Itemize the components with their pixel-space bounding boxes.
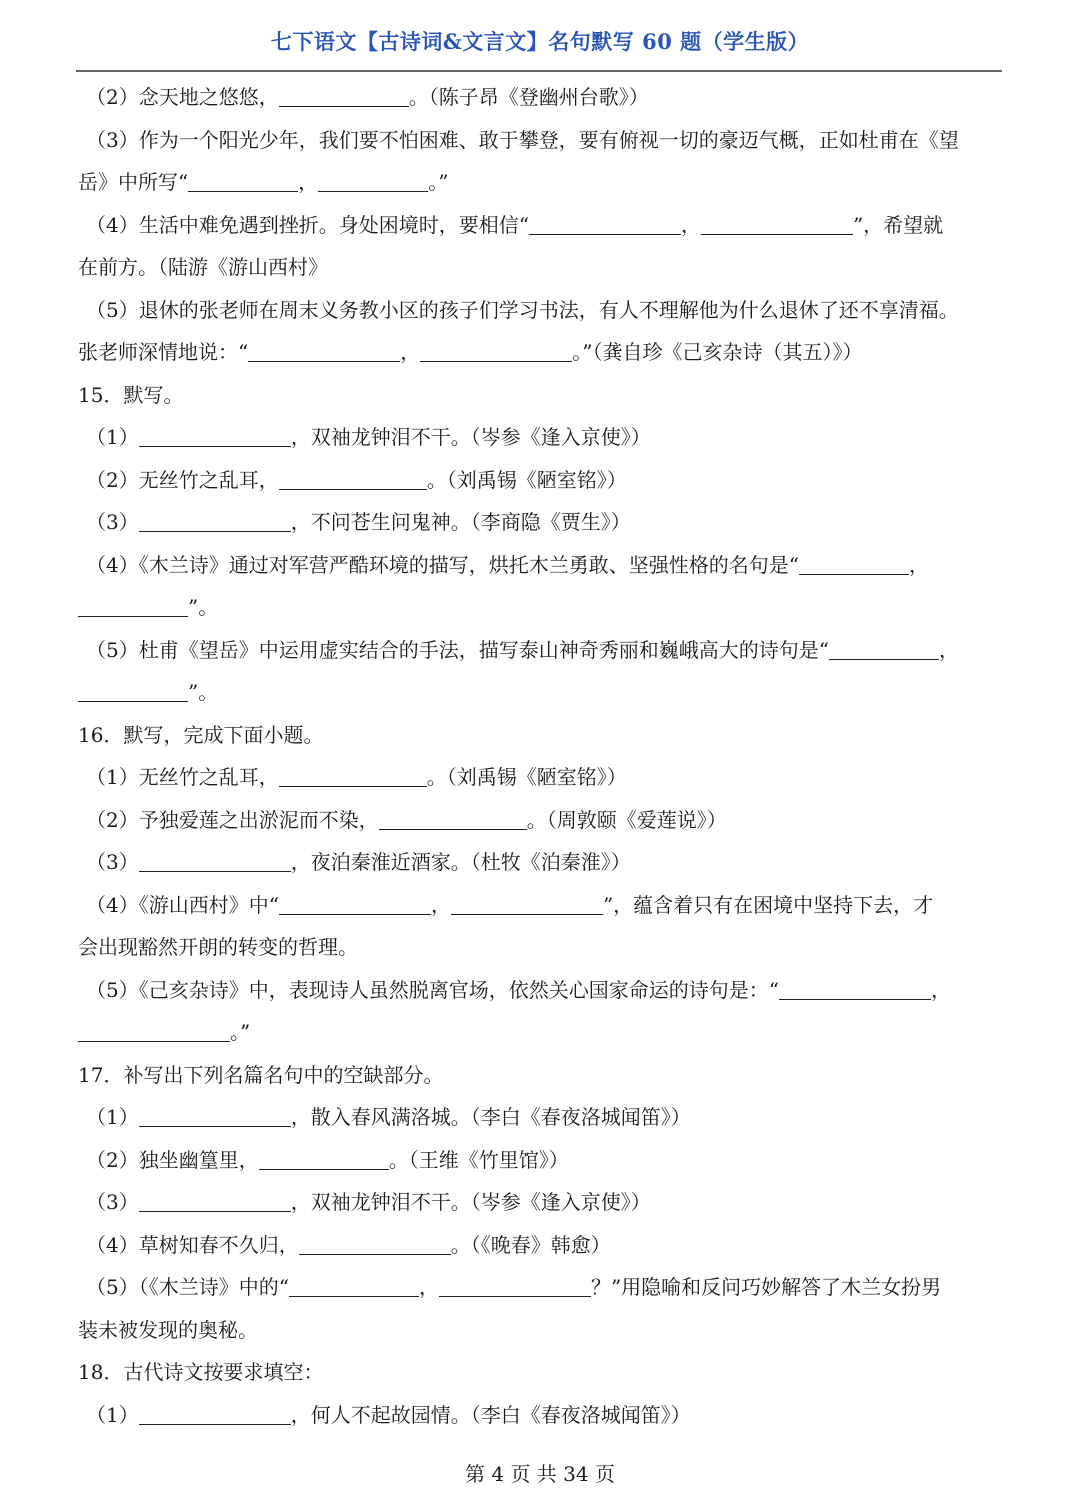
answer-blank[interactable] — [289, 1280, 419, 1297]
question-line: （3） ，夜泊秦淮近酒家。（杜牧《泊秦淮》） — [86, 850, 631, 874]
question-list — [78, 76, 1002, 1436]
answer-blank[interactable] — [299, 1238, 451, 1255]
answer-blank[interactable] — [829, 643, 939, 660]
answer-blank[interactable] — [379, 813, 527, 830]
header-divider — [76, 70, 1002, 72]
answer-blank[interactable] — [139, 855, 291, 872]
question-line: （5）（《木兰诗》中的“ ， ？”用隐喻和反问巧妙解答了木兰女扮男 — [86, 1275, 942, 1299]
question-line: （2）无丝竹之乱耳， 。（刘禹锡《陋室铭》） — [86, 467, 627, 492]
question-line: （5）杜甫《望岳》中运用虚实结合的手法，描写泰山神奇秀丽和巍峨高大的诗句是“ ， — [86, 637, 959, 662]
question-line: （4）《游山西村》中“ ， ”，蕴含着只有在困境中坚持下去，才 — [86, 892, 934, 917]
answer-blank[interactable] — [139, 430, 291, 447]
question-line: （4）草树知春不久归， 。（《晚春》韩愈） — [86, 1232, 611, 1257]
question-line: （4）《木兰诗》通过对军营严酷环境的描写，烘托木兰勇敢、坚强性格的名句是“ ， — [86, 552, 929, 577]
answer-blank[interactable] — [451, 898, 603, 915]
answer-blank[interactable] — [78, 685, 188, 702]
answer-blank[interactable] — [779, 983, 931, 1000]
question-heading: 18．古代诗文按要求填空： — [78, 1360, 324, 1384]
answer-blank[interactable] — [78, 600, 188, 617]
question-heading: 15．默写。 — [78, 382, 184, 407]
question-line: （1） ，双袖龙钟泪不干。（岑参《逢入京使》） — [86, 425, 651, 449]
question-line: 张老师深情地说：“ ， 。”（龚自珍《己亥杂诗（其五）》） — [78, 340, 863, 364]
question-line: 岳》中所写“ ， 。” — [78, 170, 449, 194]
question-heading: 16．默写，完成下面小题。 — [78, 722, 324, 747]
question-line: 在前方。（陆游《游山西村》 — [78, 255, 328, 279]
answer-blank[interactable] — [139, 1408, 291, 1425]
answer-blank[interactable] — [139, 1110, 291, 1127]
answer-blank[interactable] — [279, 473, 427, 490]
question-line: 。” — [78, 1011, 1002, 1054]
question-line: （2）予独爱莲之出淤泥而不染， 。（周敦颐《爱莲说》） — [86, 807, 727, 832]
answer-blank[interactable] — [701, 218, 853, 235]
question-line: （3）作为一个阳光少年，我们要不怕困难、敢于攀登，要有俯视一切的豪迈气概，正如杜甫在《望 — [86, 127, 959, 152]
question-heading: 17．补写出下列名篇名句中的空缺部分。 — [78, 1062, 444, 1087]
question-line: ”。 — [78, 586, 1002, 629]
answer-blank[interactable] — [248, 345, 400, 362]
answer-blank[interactable] — [439, 1280, 591, 1297]
answer-blank[interactable] — [279, 898, 431, 915]
answer-blank[interactable] — [318, 175, 428, 192]
question-line: 会出现豁然开朗的转变的哲理。 — [78, 935, 358, 959]
question-line: （5）《己亥杂诗》中，表现诗人虽然脱离官场，依然关心国家命运的诗句是：“ ， — [86, 977, 951, 1002]
answer-blank[interactable] — [139, 515, 291, 532]
answer-blank[interactable] — [279, 90, 409, 107]
question-line: （3） ，不问苍生问鬼神。（李商隐《贾生》） — [86, 510, 631, 534]
question-line: （2）独坐幽篁里， 。（王维《竹里馆》） — [86, 1147, 569, 1172]
question-line: 装未被发现的奥秘。 — [78, 1317, 258, 1342]
answer-blank[interactable] — [529, 218, 681, 235]
answer-blank[interactable] — [259, 1153, 389, 1170]
answer-blank[interactable] — [78, 1025, 230, 1042]
question-line: ”。 — [78, 671, 1002, 714]
answer-blank[interactable] — [188, 175, 298, 192]
question-line: （2）念天地之悠悠， 。（陈子昂《登幽州台歌》） — [86, 85, 649, 109]
question-line: （1）无丝竹之乱耳， 。（刘禹锡《陋室铭》） — [86, 765, 627, 789]
question-line: （4）生活中难免遇到挫折。身处困境时，要相信“ ， ”，希望就 — [86, 212, 944, 237]
question-line: （1） ，散入春风满洛城。（李白《春夜洛城闻笛》） — [86, 1105, 691, 1129]
question-line: （5）退休的张老师在周末义务教小区的孩子们学习书法，有人不理解他为什么退休了还不享清福。 — [86, 297, 959, 322]
answer-blank[interactable] — [279, 770, 427, 787]
page-header-title: 七下语文【古诗词&文言文】名句默写 60 题（学生版） — [270, 29, 810, 54]
answer-blank[interactable] — [139, 1195, 291, 1212]
answer-blank[interactable] — [799, 558, 909, 575]
answer-blank[interactable] — [420, 345, 572, 362]
question-line: （3） ，双袖龙钟泪不干。（岑参《逢入京使》） — [86, 1190, 651, 1214]
question-line: （1） ，何人不起故园情。（李白《春夜洛城闻笛》） — [86, 1402, 691, 1427]
page-number: 第 4 页 共 34 页 — [465, 1462, 615, 1486]
